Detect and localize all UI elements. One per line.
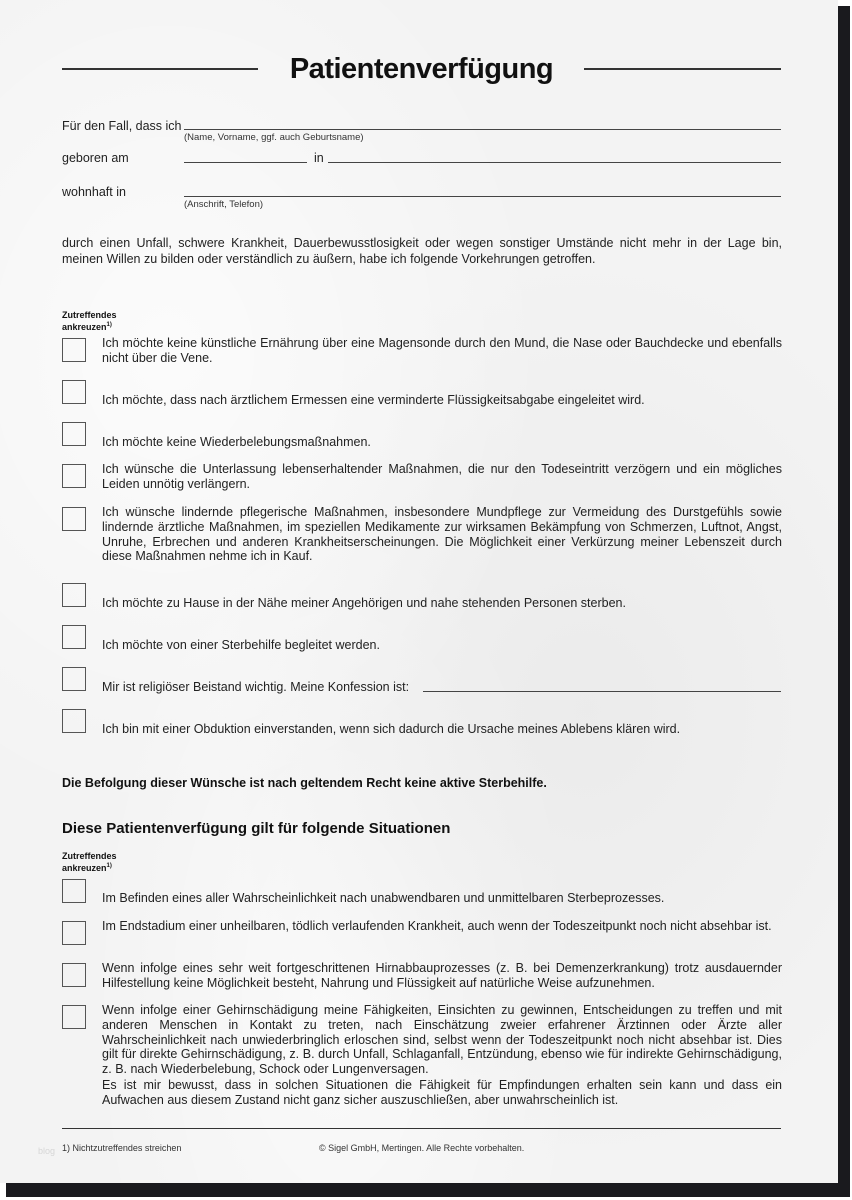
wish-text-4: Ich wünsche die Unterlassung lebenserhaltender Maßnahmen, die nur den Todeseintritt verzögern und ein mögliches Leiden unnötig verlängern.: [102, 462, 782, 491]
situation-checkbox-3[interactable]: [62, 963, 86, 987]
situation-text-1: Im Befinden eines aller Wahrscheinlichkeit nach unabwendbaren und unmittelbaren Sterbeprozesses.: [102, 891, 665, 905]
footer-rule: [62, 1128, 781, 1129]
wish-checkbox-4[interactable]: [62, 464, 86, 488]
situation-checkbox-2[interactable]: [62, 921, 86, 945]
situation-text-3: Wenn infolge eines sehr weit fortgeschrittenen Hirnabbauprozesses (z. B. bei Demenzerkrankung) trotz ausdauernder Hilfestellung keine Möglichkeit besteht, Nahrung und Flüssigkeit auf natürliche Weise aufzunehmen.: [102, 961, 782, 990]
wish-checkbox-1[interactable]: [62, 338, 86, 362]
wish-text-1: Ich möchte keine künstliche Ernährung über eine Magensonde durch den Mund, die Nase oder Bauchdecke und ebenfalls nicht über die Vene.: [102, 336, 782, 365]
page-title: Patientenverfügung: [289, 53, 554, 85]
residence-field[interactable]: [184, 196, 781, 197]
birth-date-field[interactable]: [184, 162, 307, 163]
wish-checkbox-5[interactable]: [62, 507, 86, 531]
situations-heading: Diese Patientenverfügung gilt für folgende Situationen: [62, 820, 451, 837]
situation-text-4: Wenn infolge einer Gehirnschädigung meine Fähigkeiten, Einsichten zu gewinnen, Entscheidungen zu treffen und mit anderen Menschen in Kontakt zu treten, nach Einschätzung zweier erfahrener Ärztinnen oder Ärzte aller Wahrscheinlichkeit nach unwiederbringlich erloschen sind, selbst wenn der Todeszeitpunkt noch nicht absehbar ist. Dies gilt für direkte Gehirnschädigung, z. B. durch Unfall, Schlaganfall, Entzündung, ebenso wie für indirekte Gehirnschädigung, z. B. nach Wiederbelebung, Schock oder Lungenversagen.: [102, 1003, 782, 1077]
wish-text-5: Ich wünsche lindernde pflegerische Maßnahmen, insbesondere Mundpflege zur Vermeidung des Durstgefühls sowie lindernde ärztliche Maßnahmen, im speziellen Medikamente zur wirksamen Bekämpfung von Schmerzen, Luftnot, Angst, Unruhe, Erbrechen und anderen Krankheitserscheinungen. Die Möglichkeit einer Verkürzung meiner Lebenszeit durch diese Maßnahmen nehme ich in Kauf.: [102, 505, 782, 564]
wish-checkbox-2[interactable]: [62, 380, 86, 404]
wish-text-9: Ich bin mit einer Obduktion einverstanden, wenn sich dadurch die Ursache meines Ablebens klären wird.: [102, 722, 681, 736]
name-label: Für den Fall, dass ich: [62, 119, 182, 133]
birthplace-label: in: [314, 151, 324, 165]
wish-text-3: Ich möchte keine Wiederbelebungsmaßnahmen.: [102, 435, 371, 449]
copyright: © Sigel GmbH, Mertingen. Alle Rechte vorbehalten.: [319, 1143, 525, 1153]
page-shadow-right: [838, 6, 850, 1197]
wish-checkbox-8[interactable]: [62, 667, 86, 691]
situation-checkbox-1[interactable]: [62, 879, 86, 903]
check-hint-line1: Zutreffendes: [62, 310, 117, 320]
footnote: 1) Nichtzutreffendes streichen: [62, 1143, 182, 1153]
legal-note: Die Befolgung dieser Wünsche ist nach geltendem Recht keine aktive Sterbehilfe.: [62, 776, 547, 790]
birthplace-field[interactable]: [328, 162, 781, 163]
confession-field[interactable]: [423, 691, 781, 692]
wish-checkbox-7[interactable]: [62, 625, 86, 649]
page-shadow-bottom: [6, 1183, 850, 1197]
wish-checkbox-9[interactable]: [62, 709, 86, 733]
intro-paragraph: durch einen Unfall, schwere Krankheit, Dauerbewusstlosigkeit oder wegen sonstiger Umstände nicht mehr in der Lage bin, meinen Willen zu bilden oder verständlich zu äußern, habe ich folgende Vorkehrungen getroffen.: [62, 236, 782, 266]
wish-text-7: Ich möchte von einer Sterbehilfe begleitet werden.: [102, 638, 380, 652]
wish-text-8: Mir ist religiöser Beistand wichtig. Meine Konfession ist:: [102, 680, 410, 694]
situation-text-4-extra: Es ist mir bewusst, dass in solchen Situationen die Fähigkeit für Empfindungen erhalten sein kann und dass ein Aufwachen aus diesem Zustand nicht ganz sicher auszuschließen, aber unwahrscheinlich ist.: [102, 1078, 782, 1107]
check-hint-line2: ankreuzen: [62, 863, 107, 873]
situation-text-2: Im Endstadium einer unheilbaren, tödlich verlaufenden Krankheit, auch wenn der Todeszeitpunkt noch nicht absehbar ist.: [102, 919, 772, 933]
wish-checkbox-3[interactable]: [62, 422, 86, 446]
title-block: [62, 52, 781, 92]
name-hint: (Name, Vorname, ggf. auch Geburtsname): [184, 132, 364, 143]
title-rule-right: [584, 68, 781, 70]
residence-hint: (Anschrift, Telefon): [184, 199, 264, 210]
wish-text-6: Ich möchte zu Hause in der Nähe meiner Angehörigen und nahe stehenden Personen sterben.: [102, 596, 626, 610]
residence-label: wohnhaft in: [62, 185, 126, 199]
check-hint: [62, 310, 117, 332]
check-hint-2: [62, 851, 117, 873]
birth-date-label: geboren am: [62, 151, 129, 165]
check-hint-line1: Zutreffendes: [62, 851, 117, 861]
check-hint-line2: ankreuzen: [62, 322, 107, 332]
footnote-marker: 1): [106, 322, 112, 328]
wish-text-2: Ich möchte, dass nach ärztlichem Ermessen eine verminderte Flüssigkeitsabgabe eingeleitet wird.: [102, 393, 645, 407]
name-field[interactable]: [184, 129, 781, 130]
situation-checkbox-4[interactable]: [62, 1005, 86, 1029]
footnote-marker: 1): [106, 863, 112, 869]
title-rule-left: [62, 68, 258, 70]
watermark: blog: [38, 1146, 56, 1156]
wish-checkbox-6[interactable]: [62, 583, 86, 607]
